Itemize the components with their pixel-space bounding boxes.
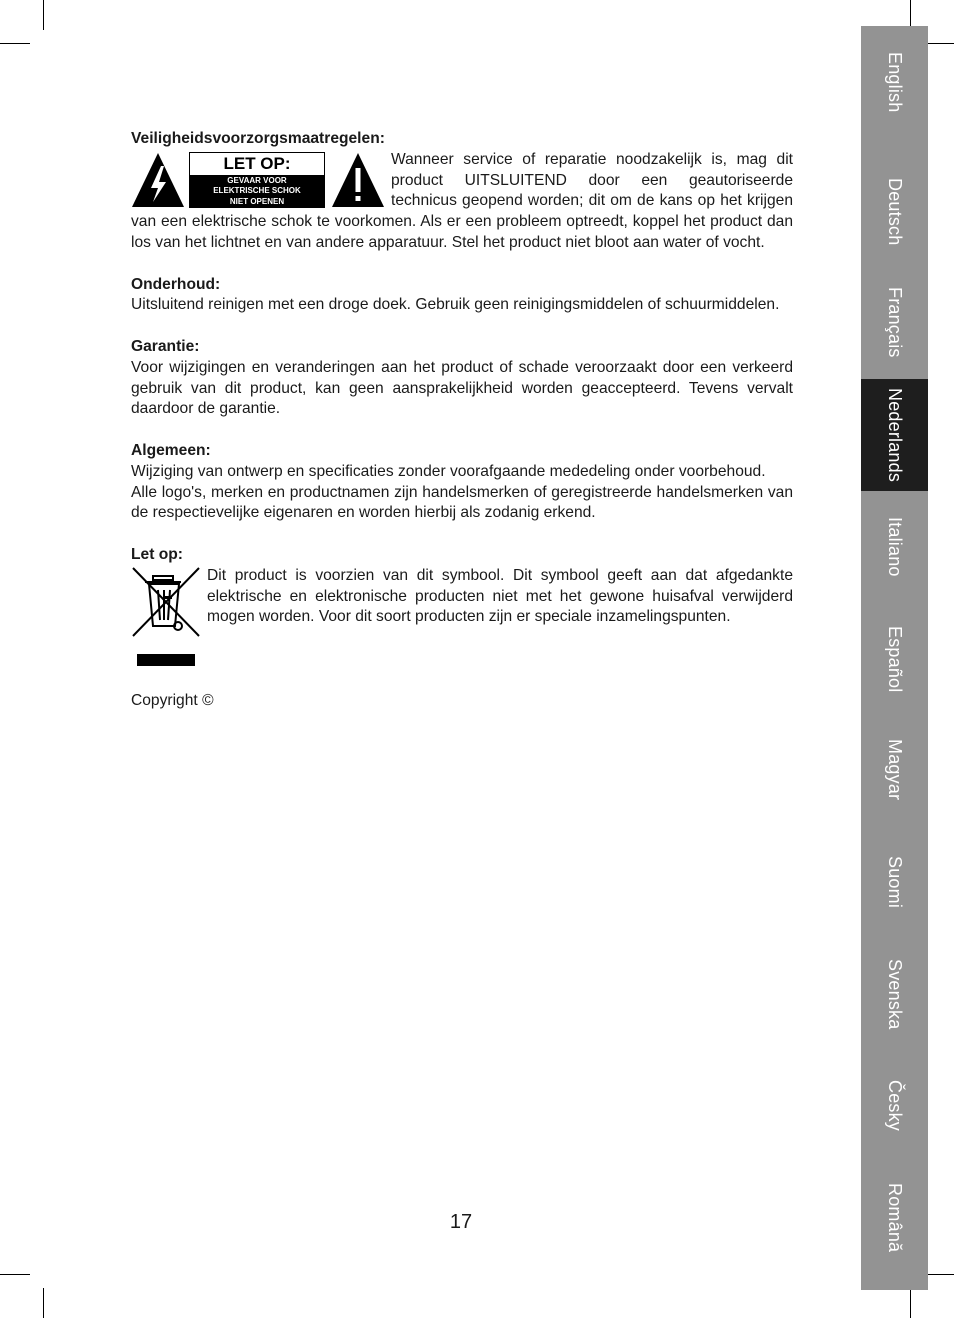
tab-magyar[interactable] [861,714,928,826]
safety-body [131,150,793,254]
tab-label: Nederlands [885,387,905,483]
warranty-section [131,337,793,420]
tab-svenska[interactable] [861,938,928,1050]
crop-mark [924,1274,954,1275]
tab-label: Français [885,286,905,358]
maintenance-section [131,275,793,317]
tab-francais[interactable] [861,266,928,378]
general-section [131,441,793,524]
tab-label: Svenska [885,958,905,1030]
tab-nederlands[interactable] [861,379,928,491]
caution-label [189,152,325,208]
tab-romana[interactable] [861,1162,928,1274]
tab-italiano[interactable] [861,491,928,603]
tab-label: Español [885,625,905,693]
crossed-out-bin-icon-graphic [131,566,201,654]
caution-label-title: LET OP: [190,153,324,175]
crop-mark [43,0,44,30]
warranty-text: Voor wijzigingen en veranderingen aan het product of schade veroorzaakt door een verkeerd gebruik van dit product, kan geen aansprakelijkheid worden geaccepteerd. Tevens vervalt daardoor de garantie. [131,358,793,418]
tab-label: English [885,51,905,113]
tab-label: Suomi [885,855,905,909]
trademark-text: Alle logo's, merken en productnamen zijn handelsmerken of geregistreerde handelsmerken van de respectievelijke eigenaren en worden hierbij als zodanig erkend. [131,483,793,522]
tab-label: Italiano [885,517,905,577]
warning-label-group [131,152,385,210]
crop-mark [0,1274,30,1275]
note-section [131,545,793,670]
crop-mark [43,1288,44,1318]
safety-text: Wanneer service of reparatie noodzakelijk is, mag dit product UITSLUITEND door een geautoriseerde technicus geopend worden; dit om de kans op het krijgen van een elektrische schok te voorkomen. Als er een probleem optreedt, koppel het product dan los van het lichtnet en van andere apparatuur. Stel het product niet bloot aan water of vocht. [131,150,793,251]
tab-label: Deutsch [885,178,905,246]
caution-label-line: GEVAAR VOOR [227,175,287,185]
general-text: Wijziging van ontwerp en specificaties zonder voorafgaande mededeling onder voorbehoud. [131,462,766,480]
page-number: 17 [449,1211,473,1233]
warranty-heading: Garantie: [131,337,200,355]
general-heading: Algemeen: [131,441,211,459]
maintenance-text: Uitsluitend reinigen met een droge doek. Gebruik geen reinigingsmiddelen of schuurmiddelen. [131,296,780,314]
exclamation-triangle-icon [331,152,385,208]
crop-mark [910,1288,911,1318]
lightning-triangle-icon [131,152,185,208]
weee-bar [137,654,195,666]
crop-mark [924,43,954,44]
tab-label: Česky [885,1080,905,1132]
crop-mark [0,43,30,44]
page-content [131,129,793,711]
tab-english[interactable] [861,26,928,138]
note-body [131,566,793,670]
crossed-out-bin-icon [131,566,201,670]
tab-label: Română [885,1183,905,1253]
copyright: Copyright © [131,691,214,709]
tab-suomi[interactable] [861,826,928,938]
tab-cesky[interactable] [861,1050,928,1162]
maintenance-heading: Onderhoud: [131,275,221,293]
caution-label-line: ELEKTRISCHE SCHOK [213,186,301,196]
note-text: Dit product is voorzien van dit symbool. Dit symbool geeft aan dat afgedankte elektrische en elektronische producten niet met het gewone huisafval verwijderd mogen worden. Voor dit soort producten zijn er speciale inzamelingspunten. [207,566,793,626]
tab-label: Magyar [885,739,905,801]
language-sidebar [861,26,928,1290]
tab-espanol[interactable] [861,603,928,715]
safety-section [131,129,793,254]
caution-label-line: NIET OPENEN [229,196,285,206]
tab-deutsch[interactable] [861,156,928,268]
safety-heading: Veiligheidsvoorzorgsmaatregelen: [131,130,385,147]
note-heading: Let op: [131,545,183,563]
